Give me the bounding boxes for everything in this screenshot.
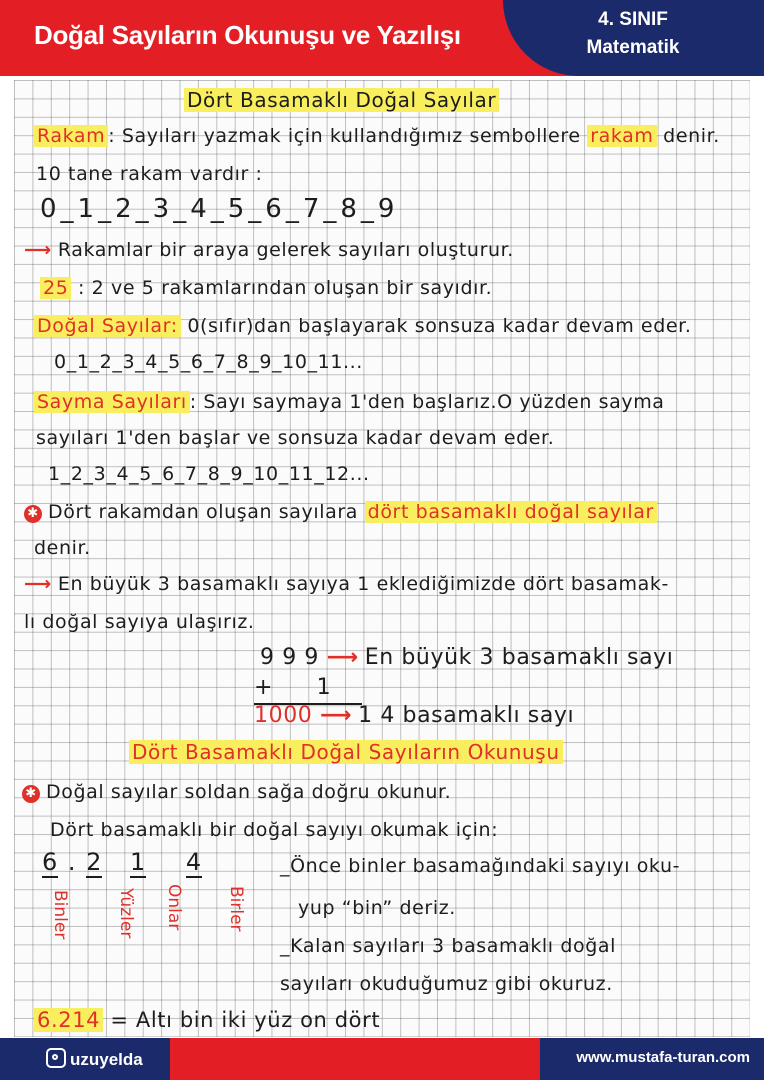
rakam-definition: Rakam : Sayıları yazmak için kullandığımız sembollere rakam denir. [34, 124, 720, 148]
digits-row: 0_1_2_3_4_5_6_7_8_9 [40, 194, 399, 224]
section-title-1: Dört Basamaklı Doğal Sayılar [184, 88, 499, 112]
dogal-definition: Doğal Sayılar: 0(sıfır)dan başlayarak sonsuza kadar devam eder. [34, 314, 691, 338]
example-line: 25 : 2 ve 5 rakamlarından oluşan bir sayıdır. [40, 276, 492, 300]
combine-line: ⟶ Rakamlar bir araya gelerek sayıları oluşturur. [24, 239, 514, 261]
instagram-icon [46, 1048, 66, 1068]
place-name-binler: Binler [50, 890, 70, 940]
sayma-term: Sayma Sayıları [34, 391, 190, 413]
page-title: Doğal Sayıların Okunuşu ve Yazılışı [34, 20, 461, 50]
step-2-cont: sayıları okuduğumuz gibi okuruz. [280, 973, 613, 995]
grade-label: 4. SINIF [598, 9, 668, 30]
four-digit-highlight: dört basamaklı doğal sayılar [365, 501, 657, 523]
rakam-term: Rakam [34, 125, 108, 147]
read-direction: ✱ Doğal sayılar soldan sağa doğru okunur. [22, 780, 451, 804]
notebook-sheet [14, 80, 750, 1037]
sum-result-row: 1000 ⟶ 1 4 basamaklı sayı [254, 703, 575, 728]
step-1: _Önce binler basamağındaki sayıyı oku- [280, 855, 681, 877]
step-2: _Kalan sayıları 3 basamaklı doğal [280, 935, 616, 957]
example-number: 25 [40, 277, 71, 299]
instagram-handle[interactable]: uzuyelda [46, 1048, 143, 1070]
rakam-highlight: rakam [587, 125, 656, 147]
four-digit-definition: ✱ Dört rakamdan oluşan sayılara dört basamaklı doğal sayılar [24, 500, 657, 524]
place-name-birler: Birler [226, 886, 246, 932]
arrow-right-icon: ⟶ [319, 703, 353, 728]
sayma-definition: Sayma Sayıları : Sayı saymaya 1'den başlarız.O yüzden sayma [34, 390, 665, 414]
dogal-sequence: 0_1_2_3_4_5_6_7_8_9_10_11... [54, 351, 363, 373]
sum-result: 1000 [254, 703, 313, 728]
asterisk-icon: ✱ [22, 785, 40, 803]
place-name-yuzler: Yüzler [116, 888, 136, 939]
place-name-onlar: Onlar [164, 884, 184, 931]
section-title-2: Dört Basamaklı Doğal Sayıların Okunuşu [129, 740, 563, 764]
biggest-line: ⟶ En büyük 3 basamaklı sayıya 1 eklediğimizde dört basamak- [24, 573, 669, 595]
grade-tab [503, 0, 764, 76]
arrow-right-icon: ⟶ [24, 573, 52, 595]
sayma-definition-cont: sayıları 1'den başlar ve sonsuza kadar devam eder. [36, 427, 555, 449]
arrow-right-icon: ⟶ [326, 645, 359, 670]
step-1-cont: yup “bin” deriz. [298, 897, 456, 919]
footer-bar [0, 1038, 764, 1080]
four-digit-definition-cont: denir. [34, 537, 91, 559]
read-how: Dört basamaklı bir doğal sayıyı okumak için: [50, 819, 499, 841]
asterisk-icon: ✱ [24, 505, 42, 523]
footer-accent [210, 1038, 540, 1080]
sum-top-row: 9 9 9 ⟶ En büyük 3 basamaklı sayı [260, 645, 674, 670]
sayma-sequence: 1_2_3_4_5_6_7_8_9_10_11_12... [48, 463, 370, 485]
biggest-line-cont: lı doğal sayıya ulaşırız. [24, 611, 255, 633]
subject-label: Matematik [586, 37, 680, 58]
final-number: 6.214 [34, 1008, 103, 1032]
final-example: 6.214 = Altı bin iki yüz on dört [34, 1008, 380, 1032]
arrow-right-icon: ⟶ [24, 239, 52, 261]
header-bar [0, 0, 764, 76]
sum-addend-row: + 1 [254, 675, 332, 700]
website-link[interactable]: www.mustafa-turan.com [576, 1049, 750, 1066]
ten-digits-line: 10 tane rakam vardır : [36, 163, 263, 185]
place-value-digits: 6 . 2 1 4 [42, 848, 202, 876]
dogal-term: Doğal Sayılar: [34, 315, 181, 337]
